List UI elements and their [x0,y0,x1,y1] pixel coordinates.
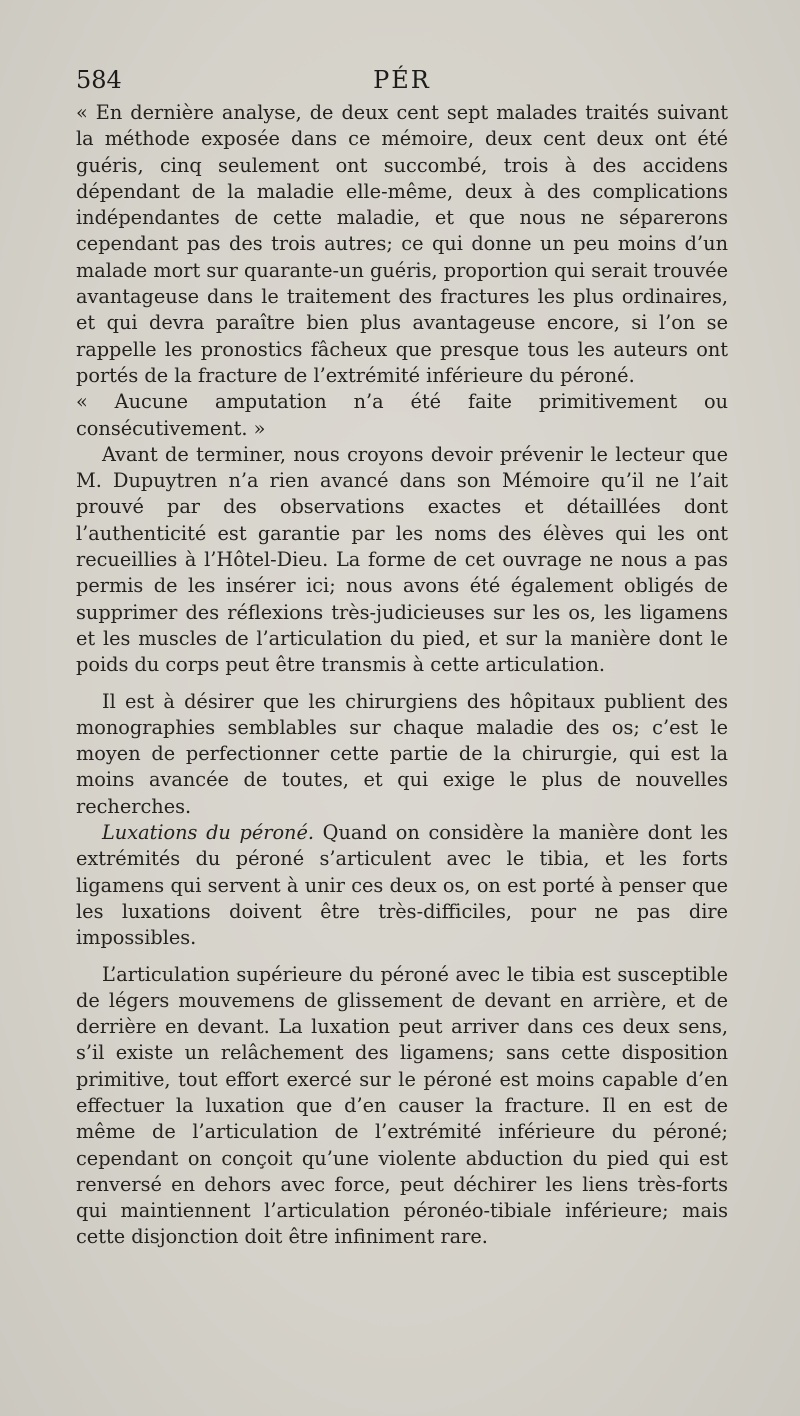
paragraph-statistics: « En dernière analyse, de deux cent sept malades traités suivant la méthode exposée dans ce mémoire, deux cent deux ont été guéris, cinq seulement ont succombé, trois à des accidens dépendant de la maladie elle-même, deux à des complications indépendantes de cette maladie, et que nous ne séparerons cependant pas des trois autres; ce qui donne un peu moins d’un malade mort sur quarante-un guéris, proportion qui serait trouvée avantageuse dans le traitement des fractures les plus ordinaires, et qui devra paraître bien plus avantageuse encore, si l’on se rappelle les pronostics fâcheux que presque tous les auteurs ont portés de la fracture de l’extrémité inférieure du péroné. [76,101,728,387]
paragraph-amputation: « Aucune amputation n’a été faite primitivement ou consécutivement. » [76,390,728,440]
paragraph-articulation: L’articulation supérieure du péroné avec le tibia est susceptible de légers mouvemens de glissement de devant en arrière, et de derrière en devant. La luxation peut arriver dans ces deux sens, s’il existe un relâchement des ligamens; sans cette disposition primitive, tout effort exercé sur le péroné est moins capable d’en effectuer la luxation que d’en causer la fracture. Il en est de même de l’articulation de l’extrémité inférieure du péroné; cependant on conçoit qu’une violente abduction du pied qui est renversé en dehors avec force, peut déchirer les liens très-forts qui maintiennent l’articulation péronéo-tibiale inférieure; mais cette disjonction doit être infiniment rare. [76,962,728,1249]
paragraph-gap [76,952,728,962]
body-text [76,100,728,1251]
paragraph-avant-de-terminer: Avant de terminer, nous croyons devoir prévenir le lecteur que M. Dupuytren n’a rien avancé dans son Mémoire qu’il ne l’ait prouvé par des observations exactes et détaillées dont l’authenticité est garantie par les noms des élèves qui les ont recueillies à l’Hôtel-Dieu. La forme de cet ouvrage ne nous a pas permis de les insérer ici; nous avons été également obligés de supprimer des réflexions très-judicieuses sur les os, les ligamens et les muscles de l’articulation du pied, et sur la manière dont le poids du corps peut être transmis à cette articulation. [76,442,728,677]
paragraph-luxations [76,820,728,951]
paragraph-gap [76,679,728,689]
paragraph-desirer: Il est à désirer que les chirurgiens des hôpitaux publient des monographies semblables sur chaque maladie des os; c’est le moyen de perfectionner cette partie de la chirurgie, qui est la moins avancée de toutes, et qui exige le plus de nouvelles recherches. [76,689,728,818]
page-header [76,66,728,96]
page-number: 584 [76,66,122,94]
running-head: PÉR [373,66,431,94]
paragraph-luxations-text: Quand on considère la manière dont les extrémités du péroné s’articulent avec le tibia, et les forts ligamens qui servent à unir ces deux os, on est porté à penser que les luxations doivent être très-difficiles, pour ne pas dire impossibles. [76,821,728,950]
section-heading-luxations: Luxations du péroné. [102,821,315,845]
